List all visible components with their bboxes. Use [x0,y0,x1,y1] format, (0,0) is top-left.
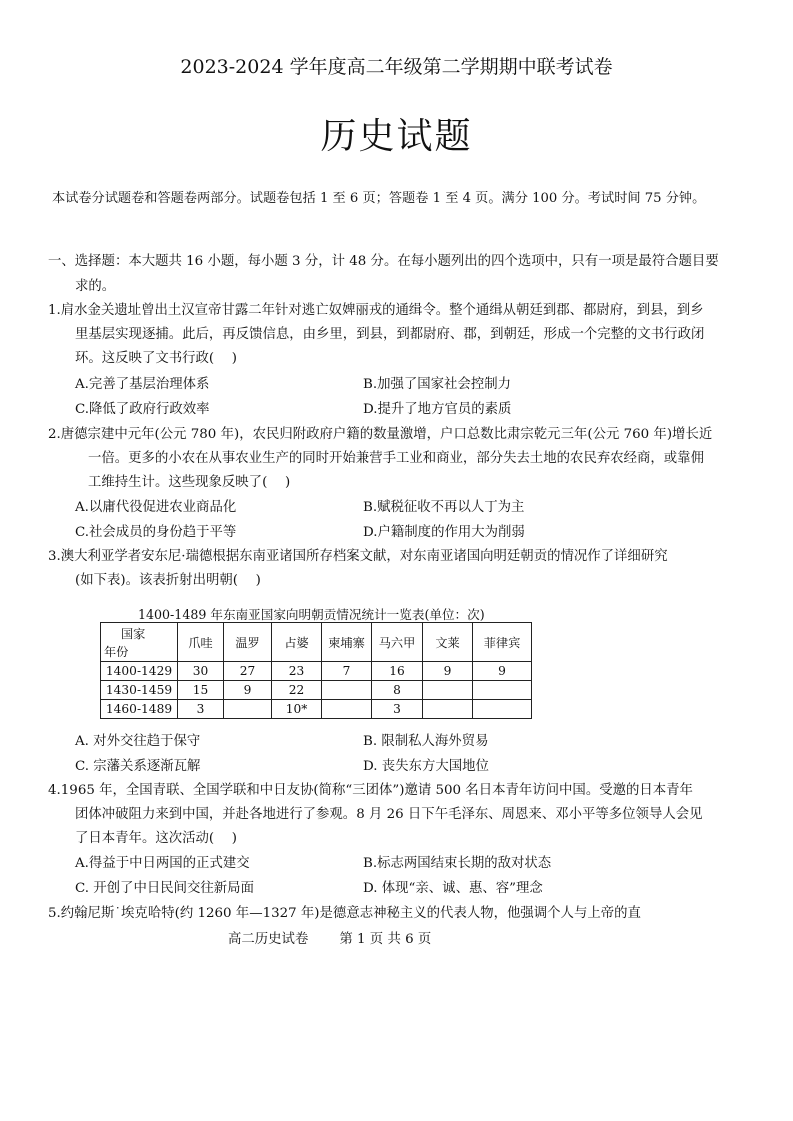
question-text: 3.澳大利亚学者安东尼·瑞德根据东南亚诸国所存档案文献，对东南亚诸国向明廷朝贡的情况作了详细研究 [48,549,668,564]
table-corner-cell [101,623,178,662]
question-text: 1.肩水金关遗址曾出土汉宣帝甘露二年针对逃亡奴婢丽戎的通缉令。整个通缉从朝廷到郡、都尉府，到县，到乡 [48,303,704,318]
table-cell [473,681,532,700]
column-header: 温罗 [224,623,272,662]
column-header: 马六甲 [372,623,423,662]
table-cell: 22 [272,681,322,700]
table-cell: 3 [372,700,423,719]
table-row [101,700,532,719]
question-text: (如下表)。该表折射出明朝( ) [75,573,261,588]
column-header: 占婆 [272,623,322,662]
option-c: C.降低了政府行政效率 [75,402,210,417]
table-cell: 7 [322,662,372,681]
table-cell: 15 [178,681,224,700]
tribute-table [100,622,532,719]
option-c: C. 宗藩关系逐渐瓦解 [75,759,201,774]
option-a: A.得益于中日两国的正式建交 [75,856,250,871]
option-c: C. 开创了中日民间交往新局面 [75,881,254,896]
exam-instructions: 本试卷分试题卷和答题卷两部分。试题卷包括 1 至 6 页；答题卷 1 至 4 页。满分 100 分。考试时间 75 分钟。 [52,191,706,206]
column-header: 柬埔寨 [322,623,372,662]
corner-period-label: 年份 [104,645,129,659]
column-header: 爪哇 [178,623,224,662]
table-cell: 9 [423,662,473,681]
table-header-row [101,623,532,662]
question-5-text: 5.约翰尼斯˙埃克哈特(约 1260 年—1327 年)是德意志神秘主义的代表人物，他强调个人与上帝的直 [48,906,641,921]
option-c: C.社会成员的身份趋于平等 [75,525,237,540]
table-row [101,662,532,681]
row-period: 1400-1429 [101,662,178,681]
option-d: D. 体现“亲、诚、惠、容”理念 [363,881,543,896]
table-caption: 1400-1489 年东南亚国家向明朝贡情况统计一览表(单位：次) [138,607,485,622]
table-cell: 9 [473,662,532,681]
table-cell [473,700,532,719]
table-cell: 3 [178,700,224,719]
column-header: 菲律宾 [473,623,532,662]
option-d: D.户籍制度的作用大为削弱 [363,525,525,540]
subject-title: 历史试题 [320,116,473,157]
table-cell: 27 [224,662,272,681]
section-heading: 一、选择题：本大题共 16 小题，每小题 3 分，计 48 分。在每小题列出的四个选项中，只有一项是最符合题目要 [48,254,719,269]
question-text: 一倍。更多的小农在从事农业生产的同时开始兼营手工业和商业，部分失去土地的农民弃农经商，或靠佣 [88,451,704,466]
table-cell: 8 [372,681,423,700]
option-b: B.加强了国家社会控制力 [363,377,512,392]
corner-country-label: 国家 [121,627,146,641]
table-cell: 30 [178,662,224,681]
question-text: 了日本青年。这次活动( ) [75,831,238,846]
table-cell: 16 [372,662,423,681]
option-b: B.赋税征收不再以人丁为主 [363,500,525,515]
table-cell: 9 [224,681,272,700]
option-b: B.标志两国结束长期的敌对状态 [363,856,552,871]
option-d: D. 丧失东方大国地位 [363,759,489,774]
section-heading-cont: 求的。 [75,279,116,294]
table-cell [224,700,272,719]
exam-title: 2023-2024 学年度高二年级第二学期期中联考试卷 [180,56,613,78]
question-text: 4.1965 年，全国青联、全国学联和中日友协(简称“三团体”)邀请 500 名日本青年访问中国。受邀的日本青年 [48,783,693,798]
page-footer: 高二历史试卷 第 1 页 共 6 页 [228,932,432,947]
table-cell [322,681,372,700]
option-d: D.提升了地方官员的素质 [363,402,512,417]
question-text: 工维持生计。这些现象反映了( ) [88,475,291,490]
row-period: 1430-1459 [101,681,178,700]
option-a: A.完善了基层治理体系 [75,377,210,392]
question-text: 2.唐德宗建中元年(公元 780 年)，农民归附政府户籍的数量激增，户口总数比肃宗乾元三年(公元 760 年)增长近 [48,427,713,442]
option-a: A.以庸代役促进农业商品化 [75,500,237,515]
row-period: 1460-1489 [101,700,178,719]
column-header: 文莱 [423,623,473,662]
question-text: 团体冲破阻力来到中国，并赴各地进行了参观。8 月 26 日下午毛泽东、周恩来、邓小平等多位领导人会见 [75,807,703,822]
table-cell: 23 [272,662,322,681]
table-cell [423,700,473,719]
table-row [101,681,532,700]
option-b: B. 限制私人海外贸易 [363,734,489,749]
question-text: 里基层实现逐捕。此后，再反馈信息，由乡里，到县，到都尉府、郡，到朝廷，形成一个完整的文书行政闭 [75,327,705,342]
option-a: A. 对外交往趋于保守 [75,734,201,749]
table-cell: 10* [272,700,322,719]
table-cell [322,700,372,719]
table-cell [423,681,473,700]
question-text: 环。这反映了文书行政( ) [75,351,238,366]
